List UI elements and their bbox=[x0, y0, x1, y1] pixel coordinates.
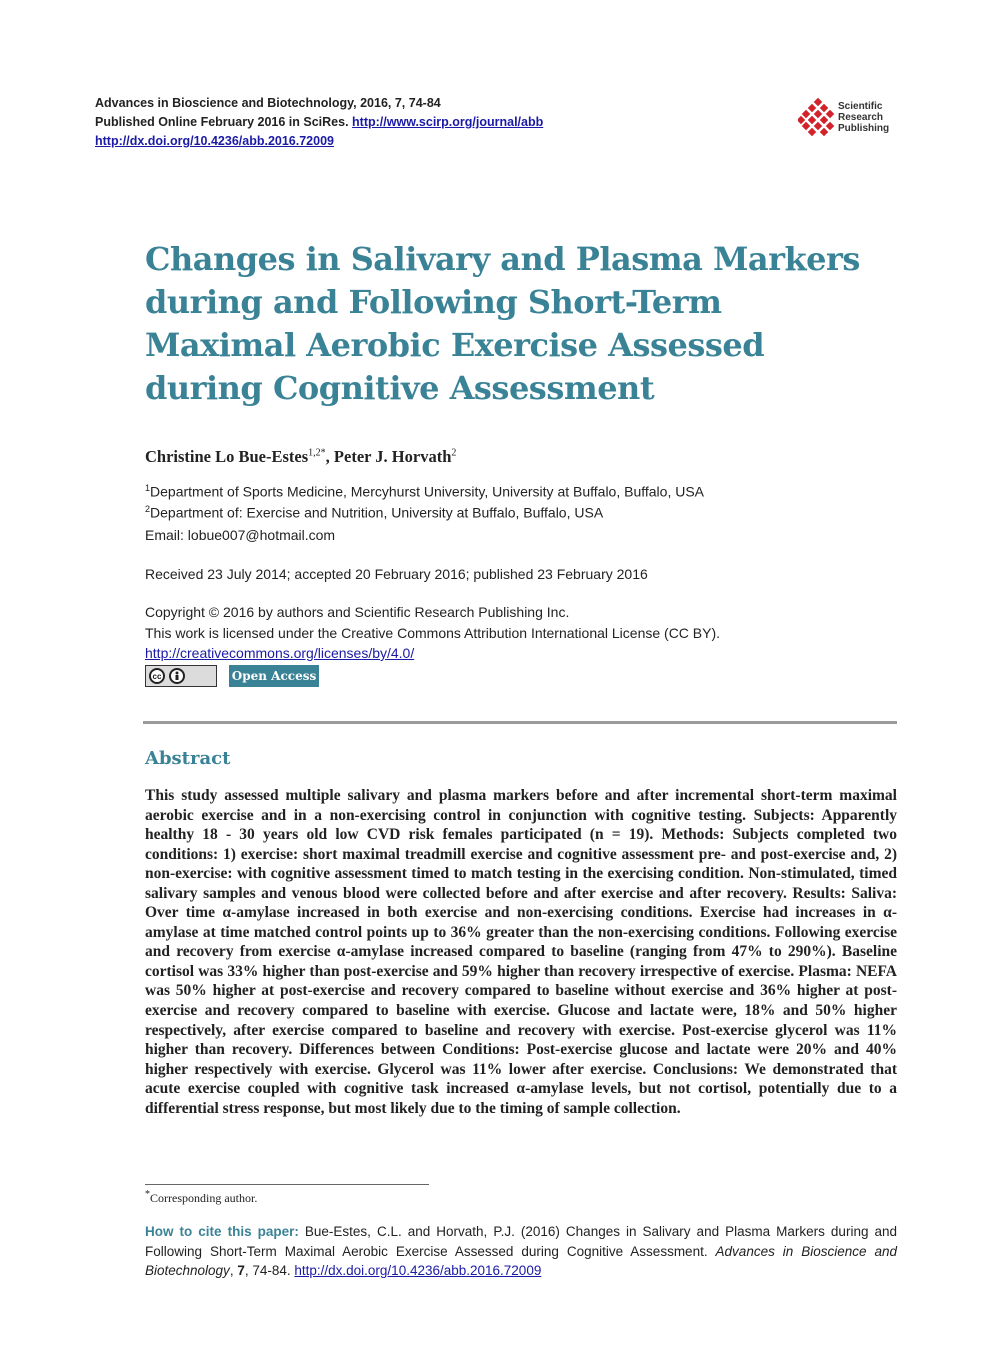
citation-doi-link[interactable]: http://dx.doi.org/10.4236/abb.2016.72009 bbox=[294, 1263, 542, 1278]
license-url-line bbox=[145, 645, 414, 661]
footnote-text: Corresponding author. bbox=[150, 1191, 258, 1205]
publisher-logo bbox=[798, 97, 908, 141]
license-line: This work is licensed under the Creative Commons Attribution International License (CC BY). bbox=[145, 625, 721, 641]
abstract-text: This study assessed multiple salivary and plasma markers before and after incremental short-term maximal aerobic exercise and in a non-exercising control in conjunction with cognitive testing. Subjects: Apparently healthy 18 - 30 years old low CVD risk females participated (n = 19). Methods: Subjects completed two conditions: 1) exercise: short maximal treadmill exercise and cognitive assessment pre- and post-exercise and, 2) non-exercise: with cognitive assessment timed to match testing in the exercising condition. Non-stimulated, timed salivary samples and venous blood were collected before and after exercise and after recovery. Results: Saliva: Over time α-amylase increased in both exercise and non-exercising conditions. Exercise had increases in α-amylase at time matched control points up to 36% greater than the non-exercising conditions. Following exercise and recovery from exercise α-amylase increased compared to baseline (ranging from 47% to 290%). Baseline cortisol was 33% higher than post-exercise and 59% higher than recovery irrespective of exercise. Plasma: NEFA was 50% higher at post-exercise and recovery compared to baseline without exercise and 36% higher at post-exercise and recovery compared to baseline with exercise. Glucose and lactate were, 18% and 50% higher respectively, after exercise compared to baseline and recovery with exercise. Post-exercise glycerol was 11% higher than recovery. Differences between Conditions: Post-exercise glucose and lactate were 20% and 40% higher respectively with exercise. Glycerol was 11% lower after exercise. Conclusions: We demonstrated that acute exercise coupled with cognitive task increased α-amylase levels, but not cortisol, potentially due to a differential stress response, but most likely due to the timing of sample collection. bbox=[145, 787, 897, 1117]
footnote-divider bbox=[145, 1184, 429, 1185]
author-2: Peter J. Horvath bbox=[333, 447, 452, 466]
header-divider bbox=[143, 721, 897, 724]
affiliation-1-text: Department of Sports Medicine, Mercyhurst University, University at Buffalo, Buffalo, USA bbox=[150, 483, 705, 500]
affiliation-2-num: 2 bbox=[145, 504, 151, 514]
affiliation-2-text: Department of: Exercise and Nutrition, University at Buffalo, Buffalo, USA bbox=[150, 504, 604, 521]
publisher-logo-icon bbox=[798, 97, 838, 141]
logo-line-1: Scientific bbox=[838, 101, 883, 112]
logo-line-2: Research bbox=[838, 112, 884, 123]
cc-by-badge[interactable] bbox=[145, 665, 217, 687]
citation-sep: , bbox=[229, 1263, 238, 1278]
email-address[interactable]: lobue007@hotmail.com bbox=[187, 527, 336, 543]
footnote-mark: * bbox=[145, 1189, 150, 1200]
copyright-line: Copyright © 2016 by authors and Scientific Research Publishing Inc. bbox=[145, 604, 570, 620]
footnote bbox=[145, 1189, 257, 1206]
author-separator: , bbox=[325, 447, 334, 466]
email-label: Email: bbox=[145, 527, 184, 543]
journal-line: Advances in Bioscience and Biotechnology, 2016, 7, 74-84 bbox=[95, 96, 441, 110]
author-list bbox=[145, 447, 456, 467]
doi-line bbox=[95, 134, 334, 148]
citation-label: How to cite this paper: bbox=[145, 1224, 299, 1239]
citation-volume: 7 bbox=[237, 1263, 245, 1278]
author-2-affil: 2 bbox=[451, 447, 457, 459]
journal-link[interactable]: http://www.scirp.org/journal/abb bbox=[352, 115, 544, 129]
paper-title: Changes in Salivary and Plasma Markers during and Following Short-Term Maximal Aerobic Exercise Assessed during Cognitive Assessment bbox=[145, 240, 860, 407]
affiliation-1-num: 1 bbox=[145, 483, 151, 493]
author-1: Christine Lo Bue-Estes bbox=[145, 447, 309, 466]
citation-pages: , 74-84. bbox=[244, 1263, 295, 1278]
citation-text: Bue-Estes, C.L. and Horvath, P.J. (2016) Changes in Salivary and Plasma Markers during and Following Short-Term Maximal Aerobic Exercise Assessed during Cognitive Assessment. bbox=[145, 1224, 898, 1259]
published-line bbox=[95, 115, 543, 129]
author-1-affil: 1,2* bbox=[308, 447, 326, 459]
license-link[interactable]: http://creativecommons.org/licenses/by/4.0/ bbox=[145, 645, 415, 661]
affiliation-2 bbox=[145, 504, 603, 521]
citation-journal: Advances in Bioscience and Biotechnology bbox=[145, 1243, 898, 1278]
published-text: Published Online February 2016 in SciRes. bbox=[95, 115, 349, 129]
open-access-badge: Open Access bbox=[229, 665, 319, 687]
abstract-heading: Abstract bbox=[145, 748, 231, 769]
cc-icon: cc bbox=[149, 668, 165, 684]
publisher-logo-text bbox=[838, 101, 889, 134]
doi-link[interactable]: http://dx.doi.org/10.4236/abb.2016.72009 bbox=[95, 134, 334, 148]
citation-block bbox=[145, 1222, 897, 1281]
affiliation-1 bbox=[145, 483, 704, 500]
received-dates: Received 23 July 2014; accepted 20 February 2016; published 23 February 2016 bbox=[145, 566, 648, 582]
email-line bbox=[145, 527, 335, 543]
attribution-icon bbox=[169, 668, 185, 684]
logo-line-3: Publishing bbox=[838, 123, 890, 134]
